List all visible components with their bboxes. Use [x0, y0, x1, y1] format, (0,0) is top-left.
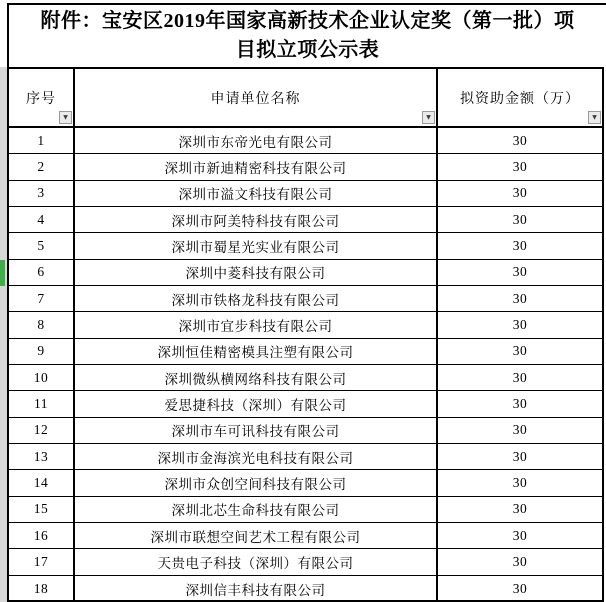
chevron-down-icon: ▼ — [426, 113, 431, 121]
cell-seq[interactable]: 17 — [9, 549, 75, 574]
cell-amount[interactable]: 30 — [512, 448, 528, 464]
selected-row-indicator — [0, 260, 5, 286]
table-title-line-2: 目拟立项公示表 — [235, 39, 380, 61]
table-body — [9, 128, 602, 602]
table-row — [9, 391, 602, 417]
cell-company-name[interactable]: 深圳中菱科技有限公司 — [75, 260, 438, 285]
cell-seq[interactable]: 14 — [9, 470, 75, 495]
cell-seq[interactable]: 3 — [9, 181, 75, 206]
filter-dropdown-amount[interactable] — [588, 111, 601, 124]
cell-company-name[interactable]: 深圳市车可讯科技有限公司 — [75, 418, 438, 443]
cell-seq[interactable]: 8 — [9, 312, 75, 337]
cell-amount[interactable]: 30 — [512, 185, 528, 201]
table-row — [9, 576, 602, 602]
cell-amount[interactable]: 30 — [512, 316, 528, 332]
cell-company-name[interactable]: 深圳市新迪精密科技有限公司 — [75, 154, 438, 179]
table-title-cell[interactable] — [7, 3, 606, 67]
table-row — [9, 444, 602, 470]
table-row — [9, 207, 602, 233]
table-row — [9, 549, 602, 575]
table-row — [9, 523, 602, 549]
table-header-row — [9, 69, 602, 128]
cell-company-name[interactable]: 深圳市金海滨光电科技有限公司 — [75, 444, 438, 469]
table-title-line-1: 附件：宝安区2019年国家高新技术企业认定奖（第一批）项 — [40, 10, 575, 32]
cell-amount[interactable]: 30 — [512, 132, 528, 148]
cell-company-name[interactable]: 深圳恒佳精密模具注塑有限公司 — [75, 339, 438, 364]
cell-amount[interactable]: 30 — [512, 264, 528, 280]
cell-seq[interactable]: 16 — [9, 523, 75, 548]
table-row — [9, 497, 602, 523]
table-row — [9, 181, 602, 207]
filter-dropdown-company[interactable] — [422, 111, 435, 124]
cell-seq[interactable]: 13 — [9, 444, 75, 469]
cell-amount[interactable]: 30 — [512, 501, 528, 517]
filter-dropdown-seq[interactable] — [59, 111, 72, 124]
cell-company-name[interactable]: 天贵电子科技（深圳）有限公司 — [75, 549, 438, 574]
cell-seq[interactable]: 6 — [9, 260, 75, 285]
table-row — [9, 128, 602, 154]
cell-seq[interactable]: 2 — [9, 154, 75, 179]
cell-amount[interactable]: 30 — [512, 369, 528, 385]
data-table — [7, 67, 604, 602]
cell-amount[interactable]: 30 — [512, 395, 528, 411]
chevron-down-icon: ▼ — [63, 113, 68, 121]
table-row — [9, 154, 602, 180]
cell-seq[interactable]: 18 — [9, 576, 75, 602]
cell-seq[interactable]: 11 — [9, 391, 75, 416]
cell-seq[interactable]: 12 — [9, 418, 75, 443]
cell-company-name[interactable]: 深圳市阿美特科技有限公司 — [75, 207, 438, 232]
cell-seq[interactable]: 10 — [9, 365, 75, 390]
cell-company-name[interactable]: 深圳市溢文科技有限公司 — [75, 181, 438, 206]
cell-amount[interactable]: 30 — [512, 474, 528, 490]
header-cell-company[interactable] — [75, 69, 438, 126]
cell-amount[interactable]: 30 — [512, 422, 528, 438]
cell-company-name[interactable]: 深圳信丰科技有限公司 — [75, 576, 438, 602]
table-row — [9, 233, 602, 259]
cell-amount[interactable]: 30 — [512, 237, 528, 253]
cell-company-name[interactable]: 深圳北芯生命科技有限公司 — [75, 497, 438, 522]
cell-amount[interactable]: 30 — [512, 580, 528, 596]
cell-company-name[interactable]: 深圳市铁格龙科技有限公司 — [75, 286, 438, 311]
table-row — [9, 339, 602, 365]
cell-amount[interactable]: 30 — [512, 211, 528, 227]
cell-seq[interactable]: 7 — [9, 286, 75, 311]
cell-seq[interactable]: 4 — [9, 207, 75, 232]
table-row — [9, 365, 602, 391]
cell-company-name[interactable]: 爱思捷科技（深圳）有限公司 — [75, 391, 438, 416]
table-row — [9, 312, 602, 338]
chevron-down-icon: ▼ — [592, 113, 597, 121]
cell-amount[interactable]: 30 — [512, 527, 528, 543]
table-row — [9, 260, 602, 286]
header-cell-amount[interactable] — [438, 69, 602, 126]
cell-company-name[interactable]: 深圳市东帝光电有限公司 — [75, 128, 438, 153]
cell-amount[interactable]: 30 — [512, 343, 528, 359]
cell-company-name[interactable]: 深圳市众创空间科技有限公司 — [75, 470, 438, 495]
cell-company-name[interactable]: 深圳市宜步科技有限公司 — [75, 312, 438, 337]
cell-seq[interactable]: 1 — [9, 128, 75, 153]
cell-seq[interactable]: 15 — [9, 497, 75, 522]
cell-seq[interactable]: 5 — [9, 233, 75, 258]
table-row — [9, 418, 602, 444]
cell-company-name[interactable]: 深圳市蜀星光实业有限公司 — [75, 233, 438, 258]
table-row — [9, 286, 602, 312]
left-column-sliver — [0, 67, 7, 602]
cell-amount[interactable]: 30 — [512, 290, 528, 306]
cell-seq[interactable]: 9 — [9, 339, 75, 364]
header-label-seq: 序号 — [26, 91, 56, 107]
table-row — [9, 470, 602, 496]
header-cell-seq[interactable] — [9, 69, 75, 126]
cell-amount[interactable]: 30 — [512, 553, 528, 569]
header-label-company: 申请单位名称 — [210, 91, 301, 107]
cell-amount[interactable]: 30 — [512, 158, 528, 174]
cell-company-name[interactable]: 深圳市联想空间艺术工程有限公司 — [75, 523, 438, 548]
header-label-amount: 拟资助金额（万） — [460, 91, 580, 107]
left-column-sliver-top — [0, 0, 7, 67]
cell-company-name[interactable]: 深圳微纵横网络科技有限公司 — [75, 365, 438, 390]
